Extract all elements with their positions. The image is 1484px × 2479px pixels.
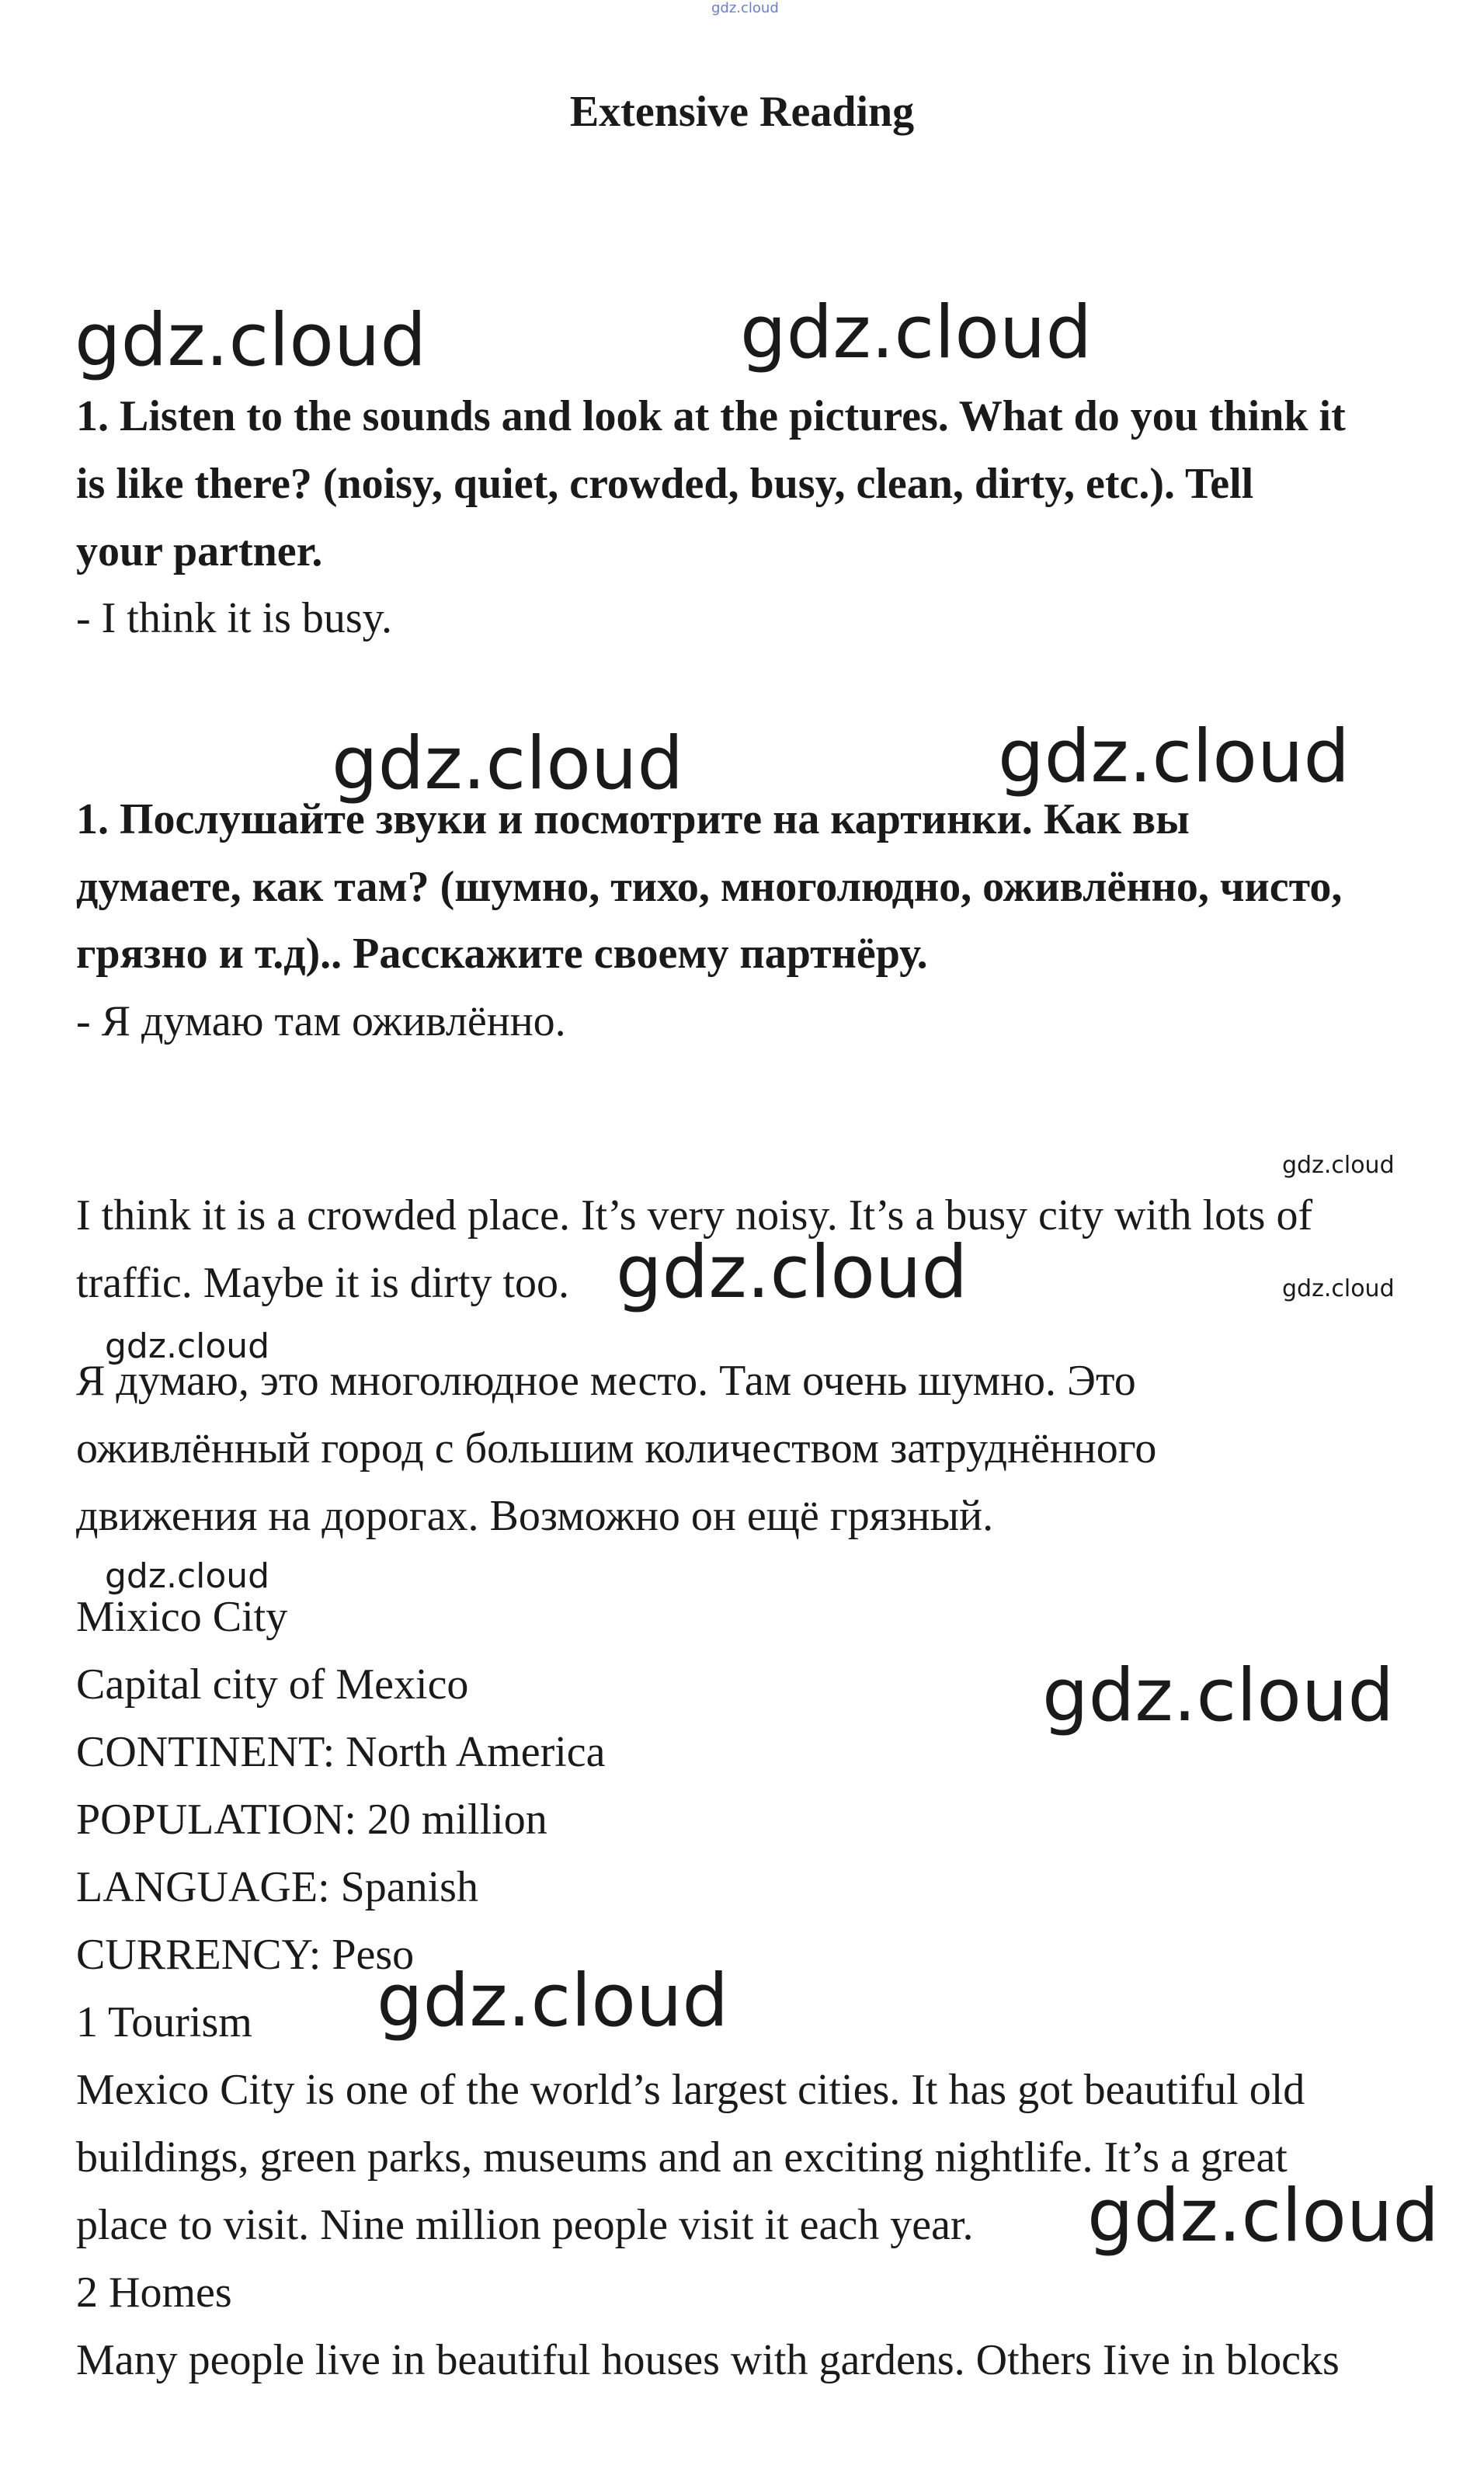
- task-en-line: 1. Listen to the sounds and look at the pictures. What do you think it: [76, 392, 1346, 440]
- watermark: gdz.cloud: [740, 290, 1093, 375]
- task-en-line: is like there? (noisy, quiet, crowded, busy, clean, dirty, etc.). Tell: [76, 460, 1254, 508]
- task-ru-answer: - Я думаю там оживлённо.: [76, 997, 566, 1045]
- text-ru-line: Я думаю, это многолюдное место. Там очень шумно. Это: [76, 1357, 1136, 1405]
- tourism-heading: 1 Tourism: [76, 1998, 252, 2046]
- watermark: gdz.cloud: [1282, 1275, 1395, 1302]
- task-ru-line: грязно и т.д).. Расскажите своему партнёру.: [76, 930, 928, 978]
- tourism-line: Mexico City is one of the world’s largest cities. It has got beautiful old: [76, 2066, 1305, 2114]
- text-ru-line: оживлённый город с большим количеством затруднённого: [76, 1424, 1157, 1472]
- watermark: gdz.cloud: [1282, 1152, 1395, 1179]
- watermark: gdz.cloud: [105, 1556, 270, 1596]
- homes-heading: 2 Homes: [76, 2269, 232, 2317]
- homes-line: Many people live in beautiful houses with gardens. Others Iive in blocks: [76, 2336, 1340, 2384]
- tourism-line: buildings, green parks, museums and an exciting nightlife. It’s a great: [76, 2133, 1288, 2182]
- city-name: Mixico City: [76, 1593, 288, 1641]
- task-en-line: your partner.: [76, 527, 323, 575]
- tourism-line: place to visit. Nine million people visit it each year.: [76, 2201, 974, 2249]
- watermark: gdz.cloud: [105, 1326, 270, 1366]
- task-ru-line: 1. Послушайте звуки и посмотрите на картинки. Как вы: [76, 795, 1190, 843]
- task-en-answer: - I think it is busy.: [76, 594, 393, 642]
- text-ru-line: движения на дорогах. Возможно он ещё грязный.: [76, 1492, 994, 1540]
- watermark: gdz.cloud: [1087, 2174, 1440, 2258]
- watermark: gdz.cloud: [998, 714, 1350, 799]
- watermark: gdz.cloud: [377, 1959, 729, 2043]
- text-en-line: I think it is a crowded place. It’s very noisy. It’s a busy city with lots of: [76, 1191, 1313, 1240]
- city-population: POPULATION: 20 million: [76, 1796, 547, 1844]
- city-continent: CONTINENT: North America: [76, 1728, 606, 1776]
- city-currency: CURRENCY: Peso: [76, 1931, 415, 1979]
- top-watermark: gdz.cloud: [711, 0, 779, 16]
- city-language: LANGUAGE: Spanish: [76, 1863, 478, 1911]
- watermark: gdz.cloud: [1042, 1653, 1395, 1738]
- watermark: gdz.cloud: [332, 721, 684, 806]
- task-ru-line: думаете, как там? (шумно, тихо, многолюдно, оживлённо, чисто,: [76, 863, 1343, 911]
- page-title: Extensive Reading: [569, 88, 915, 136]
- watermark: gdz.cloud: [616, 1230, 968, 1315]
- text-en-line: traffic. Maybe it is dirty too.: [76, 1259, 570, 1307]
- city-subtitle: Capital city of Mexico: [76, 1660, 469, 1709]
- watermark: gdz.cloud: [75, 298, 427, 383]
